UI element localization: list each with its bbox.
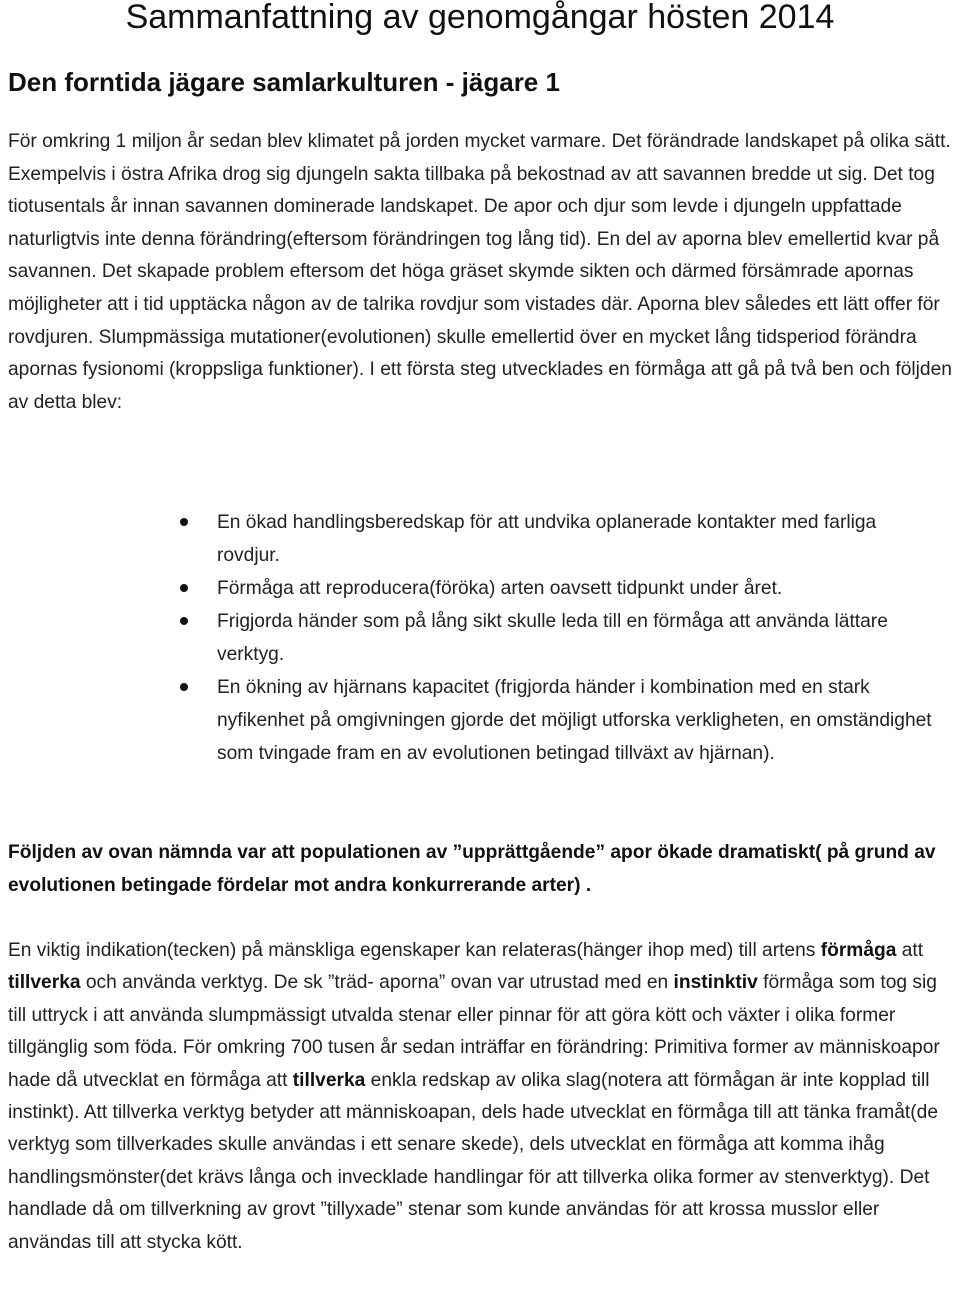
bold-run: förmåga: [820, 940, 897, 961]
list-item: [0, 506, 960, 572]
bullet-icon: [180, 683, 188, 691]
document-title: Sammanfattning av genomgångar hösten 2014: [125, 0, 835, 36]
text-run: enkla redskap av olika slag(notera att förmågan är inte kopplad till instinkt). Att tillverka verktyg betyder att människoapan, dels hade utvecklat en förmåga till att tänka framåt(de verktyg som tillverkades skulle användas i ett senare skede), dels utvecklat en förmåga att komma ihåg handlingsmönster(det krävs långa och invecklade handlingar för att tillverka olika former av stenverktyg). Det handlade då om tillverkning av grovt ”tillyxade” stenar som kunde användas för att krossa musslor eller användas till att stycka kött.: [8, 1069, 938, 1253]
text-run: förmåga som tog sig till uttryck i att använda slumpmässigt utvalda stenar eller pinnar för att göra kött och växter i olika former tillgänglig som föda. För omkring 700 tusen år sedan inträffar en förändring: Primitiva former av människoapor hade då utvecklat en förmåga att: [8, 972, 940, 1091]
bullet-list: [0, 506, 960, 770]
section-heading: Den forntida jägare samlarkulturen - jägare 1: [8, 67, 560, 97]
bold-run: tillverka: [292, 1069, 366, 1091]
bold-run: tillverka: [8, 972, 81, 994]
paragraph-tools: [8, 935, 952, 1259]
paragraph-bold-conclusion: Följden av ovan nämnda var att populationen av ”upprättgående” apor ökade dramatiskt( på grund av evolutionen betingade fördelar mot andra konkurrerande arter) .: [8, 842, 936, 896]
list-item: [0, 605, 960, 671]
list-item-text: En ökad handlingsberedskap för att undvika oplanerade kontakter med farliga rovdjur.: [217, 512, 877, 566]
list-item-text: Frigjorda händer som på lång sikt skulle leda till en förmåga att använda lättare verktyg.: [217, 611, 888, 665]
list-item: [0, 671, 960, 770]
text-run: En viktig indikation(tecken) på mänskliga egenskaper kan relateras(hänger ihop med) till artens: [8, 940, 821, 961]
text-run: och använda verktyg. De sk ”träd- aporna” ovan var utrustad med en: [80, 972, 674, 994]
list-item-text: En ökning av hjärnans kapacitet (frigjorda händer i kombination med en stark nyfikenhet på omgivningen gjorde det möjligt utforska verkligheten, en omständighet som tvingade fram en av evolutionen betingad tillväxt av hjärnan).: [217, 677, 932, 764]
list-item-text: Förmåga att reproducera(föröka) arten oavsett tidpunkt under året.: [217, 578, 783, 599]
bold-run: instinktiv: [673, 972, 758, 994]
paragraph-intro: För omkring 1 miljon år sedan blev klimatet på jorden mycket varmare. Det förändrade landskapet på olika sätt. Exempelvis i östra Afrika drog sig djungeln sakta tillbaka på bekostnad av att savannen bredde ut sig. Det tog tiotusentals år innan savannen dominerade landskapet. De apor och djur som levde i djungeln uppfattade naturligtvis inte denna förändring(eftersom förändringen tog lång tid). En del av aporna blev emellertid kvar på savannen. Det skapade problem eftersom det höga gräset skymde sikten och därmed försämrade apornas möjligheter att i tid upptäcka någon av de talrika rovdjur som vistades där. Aporna blev således ett lätt offer för rovdjuren. Slumpmässiga mutationer(evolutionen) skulle emellertid över en mycket lång tidsperiod förändra apornas fysionomi (kroppsliga funktioner). I ett första steg utvecklades en förmåga att gå på två ben och följden av detta blev:: [8, 131, 952, 413]
bullet-icon: [180, 584, 188, 592]
text-run: att: [896, 940, 924, 961]
bullet-icon: [180, 518, 188, 526]
bullet-icon: [180, 617, 188, 625]
list-item: [0, 572, 960, 605]
